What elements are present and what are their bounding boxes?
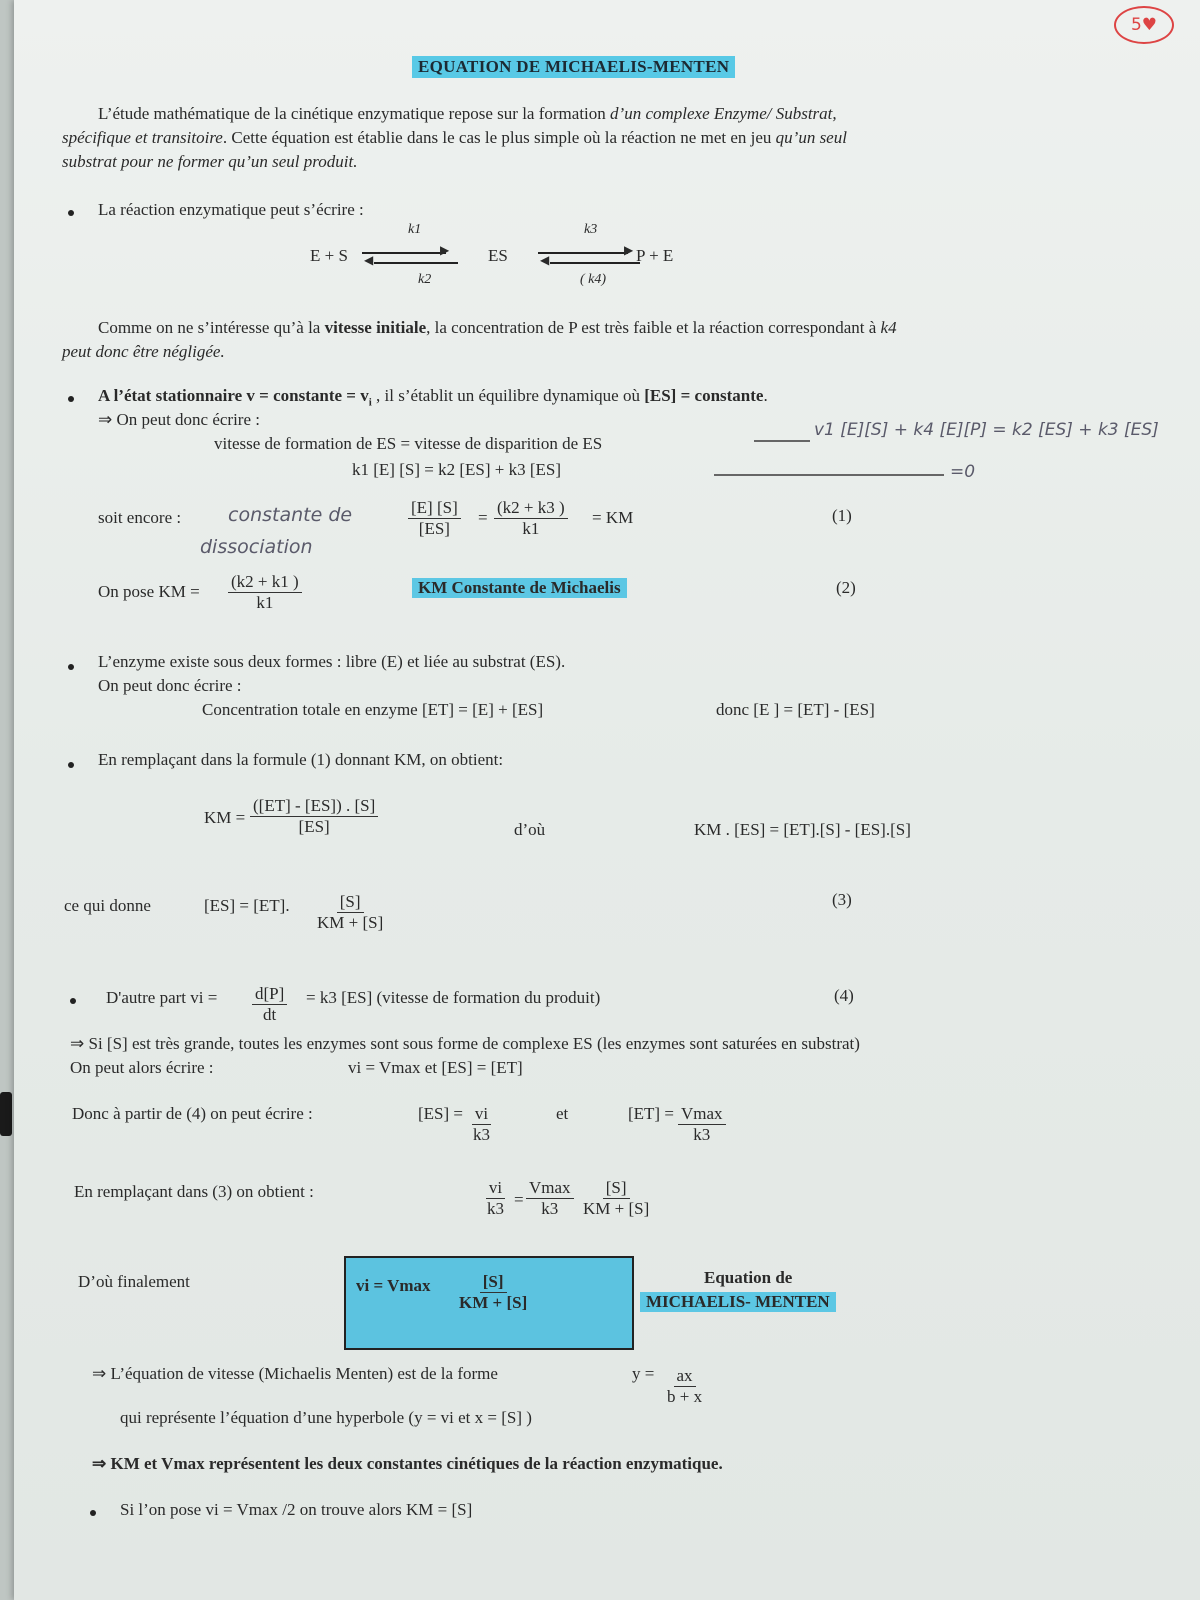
bullet bbox=[68, 762, 74, 768]
from4-et2: [ET] = bbox=[628, 1104, 674, 1123]
stationary-line-2: ⇒ On peut donc écrire : bbox=[98, 410, 260, 429]
final-name-2: MICHAELIS- MENTEN bbox=[640, 1292, 836, 1312]
from3-fraction-2: Vmax k3 bbox=[526, 1178, 574, 1218]
forward-arrow-head-2: ▶ bbox=[624, 243, 634, 257]
eq3-label: ce qui donne bbox=[64, 896, 151, 915]
enzyme-line-3: Concentration totale en enzyme [ET] = [E] + [ES] bbox=[202, 700, 544, 719]
reverse-arrow-head-2: ◀ bbox=[540, 253, 550, 267]
initial-speed-line-1: Comme on ne s’intéresse qu’à la vitesse initiale, la concentration de P est très faible et la réaction correspondant à k4 bbox=[98, 318, 897, 337]
reaction-es: ES bbox=[488, 246, 508, 265]
rate-k1: k1 bbox=[408, 222, 422, 237]
replace-km: KM = bbox=[204, 808, 246, 827]
eq1-equals: = bbox=[478, 508, 488, 527]
forward-arrow bbox=[362, 252, 446, 254]
rate-k4: ( k4) bbox=[580, 272, 607, 287]
constants-line: ⇒ KM et Vmax représentent les deux constantes cinétiques de la réaction enzymatique. bbox=[92, 1454, 723, 1473]
from3-fraction-3: $\frac{[S]}{KM + [S]}$ bbox=[583, 1178, 650, 1218]
from4-es: [ES] = bbox=[418, 1104, 463, 1123]
reverse-arrow-head: ◀ bbox=[364, 253, 374, 267]
reverse-arrow-2 bbox=[550, 262, 640, 264]
hyper-y: y = bbox=[632, 1364, 655, 1383]
final-left: vi = Vmax bbox=[356, 1276, 431, 1295]
eq1-result: = KM bbox=[592, 508, 634, 527]
reaction-intro: La réaction enzymatique peut s’écrire : bbox=[98, 200, 364, 219]
enzyme-line-3b: donc [E ] = [ET] - [ES] bbox=[716, 700, 875, 719]
binder-clip bbox=[0, 1092, 12, 1136]
final-label: D’où finalement bbox=[78, 1272, 190, 1291]
from4-fraction-1: $\frac{vi}{k3}$ bbox=[473, 1104, 490, 1144]
eq2-fraction: $\frac{(k2 + k1 )}{k1}$ bbox=[228, 572, 302, 612]
eq4-line-3: On peut alors écrire : bbox=[70, 1058, 214, 1077]
replace-fraction: $\frac{([ET] - [ES]) . [S]}{[ES]}$ bbox=[250, 796, 378, 836]
eq4-fraction: $\frac{d[P]}{dt}$ bbox=[252, 984, 287, 1024]
handwritten-note-1: v1 [E][S] + k4 [E][P] = k2 [ES] + k3 [ES] bbox=[814, 420, 1159, 440]
stationary-line-3: vitesse de formation de ES = vitesse de disparition de ES bbox=[214, 434, 603, 453]
eq4-line-3b: vi = Vmax et [ES] = [ET] bbox=[348, 1058, 523, 1077]
bullet bbox=[90, 1510, 96, 1516]
km-constant-label: KM Constante de Michaelis bbox=[412, 578, 627, 598]
handwritten-note-2: =0 bbox=[950, 462, 976, 482]
final-name-1: Equation de bbox=[704, 1268, 793, 1287]
from4-label: Donc à partir de (4) on peut écrire : bbox=[72, 1104, 313, 1123]
eq3-left: [ES] = [ET]. bbox=[204, 896, 290, 915]
forward-arrow-2 bbox=[538, 252, 628, 254]
eq1-fraction-1: $\frac{[E] [S]}{[ES]}$ bbox=[408, 498, 461, 538]
eq2-ref: (2) bbox=[836, 578, 856, 597]
handwritten-arrow-2 bbox=[714, 474, 944, 476]
reaction-left: E + S bbox=[310, 246, 348, 265]
forward-arrow-head: ▶ bbox=[440, 243, 450, 257]
eq3-ref: (3) bbox=[832, 890, 852, 909]
eq1-label: soit encore : bbox=[98, 508, 182, 527]
eq4-b: = k3 [ES] (vitesse de formation du produit) bbox=[306, 988, 601, 1007]
page-edge bbox=[0, 0, 14, 1600]
reverse-arrow bbox=[374, 262, 458, 264]
bullet bbox=[70, 998, 76, 1004]
enzyme-line-2: On peut donc écrire : bbox=[98, 676, 242, 695]
final-fraction: $\frac{[S]}{KM + [S]}$ bbox=[459, 1272, 528, 1312]
from3-label: En remplaçant dans (3) on obtient : bbox=[74, 1182, 314, 1201]
intro-line-1: L’étude mathématique de la cinétique enzymatique repose sur la formation d’un complexe Enzyme/ Substrat, bbox=[98, 104, 837, 123]
handwritten-note-4: dissociation bbox=[200, 536, 313, 558]
bullet bbox=[68, 664, 74, 670]
from3-fraction-1: $\frac{vi}{k3}$ bbox=[487, 1178, 504, 1218]
from4-et: et bbox=[556, 1104, 569, 1123]
bullet bbox=[68, 396, 74, 402]
reaction-right: P + E bbox=[636, 246, 674, 265]
eq1-fraction-2: $\frac{(k2 + k3 )}{k1}$ bbox=[494, 498, 568, 538]
replace-dou: d’où bbox=[514, 820, 546, 839]
initial-speed-line-2: peut donc être négligée. bbox=[62, 342, 225, 361]
replace-result: KM . [ES] = [ET].[S] - [ES].[S] bbox=[694, 820, 911, 839]
replace-line-1: En remplaçant dans la formule (1) donnant KM, on obtient: bbox=[98, 750, 504, 769]
hyper-line-2: qui représente l’équation d’une hyperbole (y = vi et x = [S] ) bbox=[120, 1408, 532, 1427]
rate-k3: k3 bbox=[584, 222, 598, 237]
hyper-line-1: ⇒ L’équation de vitesse (Michaelis Menten) est de la forme bbox=[92, 1364, 498, 1383]
rate-k2: k2 bbox=[418, 272, 432, 287]
eq1-ref: (1) bbox=[832, 506, 852, 525]
eq4-line-2: ⇒ Si [S] est très grande, toutes les enzymes sont sous forme de complexe ES (les enzymes sont saturées en substrat) bbox=[70, 1034, 860, 1053]
page-title: EQUATION DE MICHAELIS-MENTEN bbox=[412, 56, 735, 78]
enzyme-line-1: L’enzyme existe sous deux formes : libre (E) et liée au substrat (ES). bbox=[98, 652, 566, 671]
eq4-ref: (4) bbox=[834, 986, 854, 1005]
last-line: Si l’on pose vi = Vmax /2 on trouve alors KM = [S] bbox=[120, 1500, 473, 1519]
eq2-label: On pose KM = bbox=[98, 582, 200, 601]
stationary-line-4: k1 [E] [S] = k2 [ES] + k3 [ES] bbox=[352, 460, 561, 479]
intro-line-3: substrat pour ne former qu’un seul produit. bbox=[62, 152, 358, 171]
eq3-fraction: $\frac{[S]}{KM + [S]}$ bbox=[317, 892, 384, 932]
bullet bbox=[68, 210, 74, 216]
intro-line-2: spécifique et transitoire. Cette équation est établie dans le cas le plus simple où la réaction ne met en jeu qu’un seul bbox=[62, 128, 847, 147]
handwritten-arrow bbox=[754, 440, 810, 442]
handwritten-note-3: constante de bbox=[228, 504, 353, 526]
from4-fraction-2: Vmax k3 bbox=[678, 1104, 726, 1144]
page-number-stamp: 5 ♥ bbox=[1114, 6, 1174, 44]
hyper-fraction: $\frac{ax}{b + x}$ bbox=[667, 1366, 703, 1406]
from3-equals: = bbox=[514, 1190, 524, 1209]
document-page bbox=[14, 0, 1200, 1600]
eq4-a: D'autre part vi = bbox=[106, 988, 218, 1007]
stationary-line-1: A l’état stationnaire v = constante = $v_i$ , il s’établit un équilibre dynamique où [ES] = constante. bbox=[98, 386, 768, 409]
